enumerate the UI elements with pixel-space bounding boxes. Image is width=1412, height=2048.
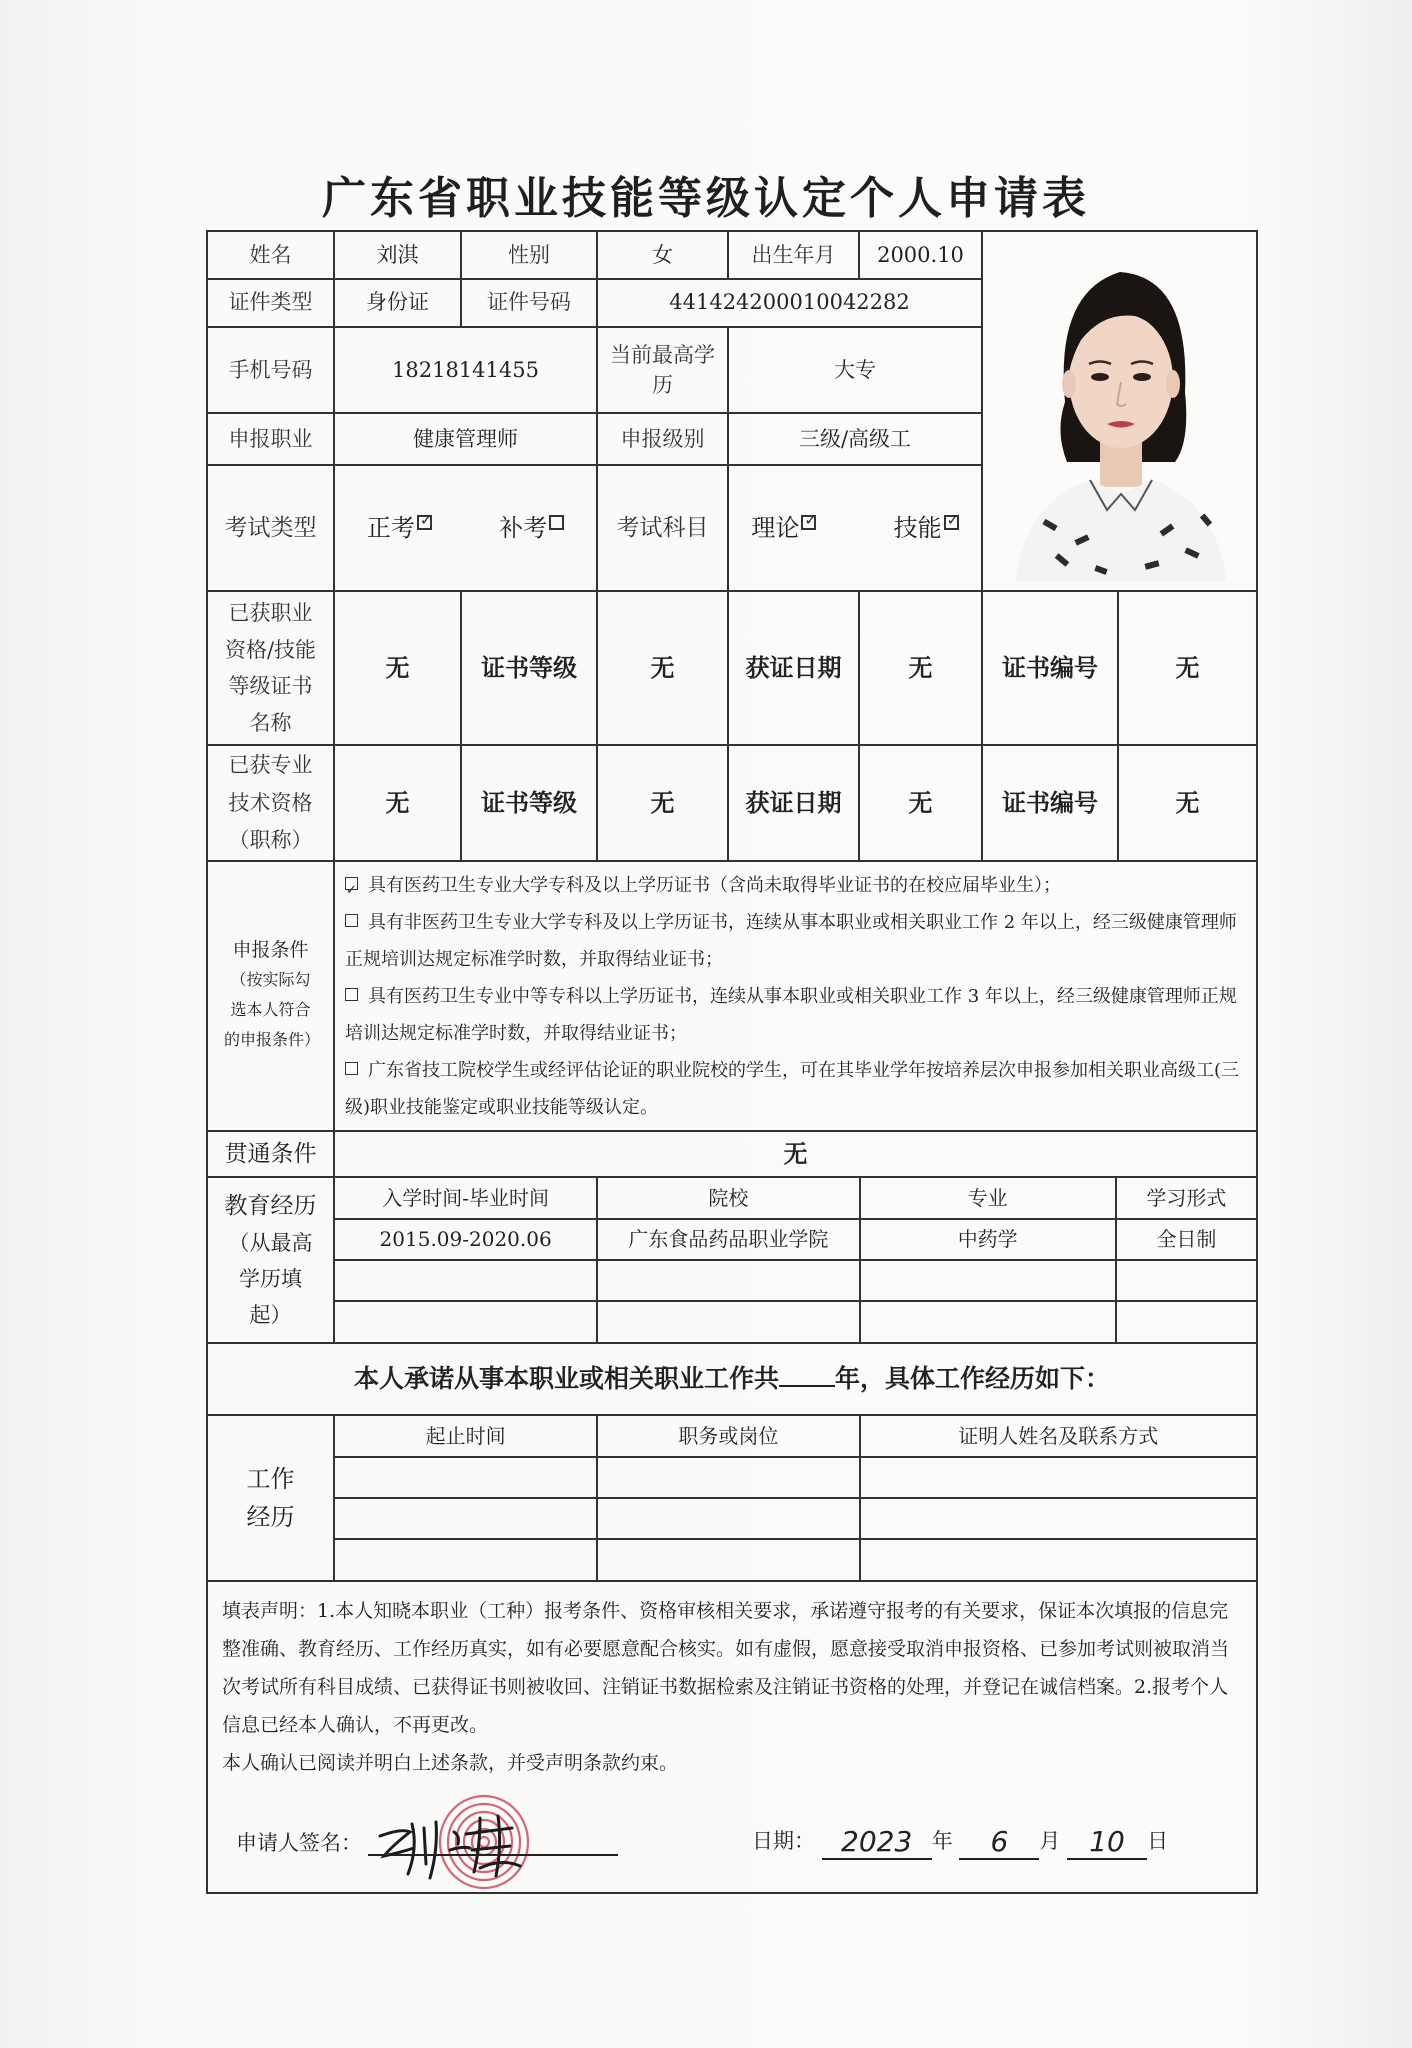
voc-cert-level-label: 证书等级 [461, 591, 597, 745]
condition-checkbox[interactable] [345, 877, 358, 890]
signature-row [222, 1782, 1244, 1892]
label-id-type: 证件类型 [207, 279, 334, 327]
edu-period[interactable] [335, 1301, 597, 1342]
education-header-row [335, 1178, 1256, 1219]
edu-school: 广东食品药品职业学院 [597, 1219, 859, 1260]
edu-school[interactable] [597, 1301, 859, 1342]
work-position[interactable] [597, 1539, 859, 1580]
voc-cert-no: 无 [1118, 591, 1257, 745]
subject-theory-label: 理论 [751, 514, 800, 543]
label-phone: 手机号码 [207, 327, 334, 414]
application-form [206, 230, 1258, 1894]
condition-text: 具有医药卫生专业中等专科以上学历证书，连续从事本职业或相关职业工作 3 年以上，经三级健康管理师正规培训达规定标准学时数，并取得结业证书； [345, 985, 1237, 1044]
table-row [335, 1539, 1256, 1580]
date-year[interactable]: 2023 [822, 1828, 932, 1860]
pro-cert-no: 无 [1118, 745, 1257, 861]
conditions-title: 申报条件 [232, 939, 309, 962]
table-row [335, 1301, 1256, 1342]
work-header-row [335, 1416, 1256, 1457]
value-occupation: 健康管理师 [334, 413, 597, 465]
table-row [335, 1498, 1256, 1539]
pro-cert-level: 无 [597, 745, 728, 861]
education-table-cell [334, 1177, 1257, 1343]
day-unit: 日 [1147, 1829, 1169, 1854]
label-level: 申报级别 [597, 413, 728, 465]
label-through: 贯通条件 [207, 1131, 334, 1177]
promise-text-after: 年，具体工作经历如下： [835, 1364, 1111, 1394]
exam-makeup-checkbox[interactable] [549, 515, 564, 530]
voc-cert-name: 无 [334, 591, 461, 745]
form-title: 广东省职业技能等级认定个人申请表 [322, 173, 1090, 224]
voc-cert-date-label: 获证日期 [728, 591, 859, 745]
work-table-cell [334, 1415, 1257, 1581]
edu-mode[interactable] [1116, 1260, 1256, 1301]
conditions-note: （按实际勾选本人符合的申报条件） [224, 969, 321, 1050]
label-voc-cert: 已获职业资格/技能等级证书名称 [207, 591, 334, 745]
value-phone: 18218141455 [334, 327, 597, 414]
declaration-text: 填表声明：1.本人知晓本职业（工种）报考条件、资格审核相关要求，承诺遵守报考的有关要求，保证本次填报的信息完整准确、教育经历、工作经历真实，如有必要愿意配合核实。如有虚假，愿意接受取消申报资格、已参加考试则被取消当次考试所有科目成绩、已获得证书则被收回、注销证书数据检索及注销证书资格的处理，并登记在诚信档案。2.报考个人信息已经本人确认，不再更改。 [222, 1600, 1230, 1737]
work-table [335, 1416, 1256, 1580]
value-education: 大专 [728, 327, 982, 414]
table-row [335, 1260, 1256, 1301]
condition-text: 具有医药卫生专业大学专科及以上学历证书（含尚未取得毕业证书的在校应届毕业生）； [368, 874, 1061, 896]
pro-cert-name: 无 [334, 745, 461, 861]
edu-major[interactable] [860, 1301, 1116, 1342]
label-id-no: 证件号码 [461, 279, 597, 327]
date-day[interactable]: 10 [1067, 1828, 1147, 1860]
signature-line[interactable] [368, 1854, 618, 1856]
value-name: 刘淇 [334, 231, 461, 279]
value-through: 无 [334, 1131, 1257, 1177]
pro-cert-date-label: 获证日期 [728, 745, 859, 861]
work-witness[interactable] [860, 1539, 1256, 1580]
edu-history-title: 教育经历 [224, 1193, 317, 1220]
label-education-history [207, 1177, 334, 1343]
condition-checkbox[interactable] [345, 914, 358, 927]
edu-header-period: 入学时间-毕业时间 [335, 1178, 597, 1219]
label-conditions [207, 861, 334, 1131]
condition-text: 广东省技工院校学生或经评估论证的职业院校的学生，可在其毕业学年按培养层次申报参加相关职业高级工(三级)职业技能鉴定或职业技能等级认定。 [345, 1059, 1240, 1118]
value-level: 三级/高级工 [728, 413, 982, 465]
condition-checkbox[interactable] [345, 1062, 358, 1075]
value-id-no: 441424200010042282 [597, 279, 982, 327]
edu-header-mode: 学习形式 [1116, 1178, 1256, 1219]
pro-cert-no-label: 证书编号 [982, 745, 1118, 861]
edu-history-note: （从最高学历填起） [228, 1231, 313, 1327]
value-id-type: 身份证 [334, 279, 461, 327]
portrait-photo [985, 232, 1255, 582]
signature-label: 申请人签名： [236, 1831, 362, 1856]
condition-item [345, 1052, 1246, 1126]
edu-major: 中药学 [860, 1219, 1116, 1260]
edu-mode[interactable] [1116, 1301, 1256, 1342]
edu-mode: 全日制 [1116, 1219, 1256, 1260]
date-month[interactable]: 6 [959, 1828, 1039, 1860]
pro-cert-level-label: 证书等级 [461, 745, 597, 861]
declaration-confirm: 本人确认已阅读并明白上述条款，并受声明条款约束。 [222, 1752, 679, 1775]
label-exam-subject: 考试科目 [597, 465, 728, 591]
subject-skill-label: 技能 [893, 514, 942, 543]
work-promise [207, 1343, 1257, 1415]
exam-makeup-label: 补考 [499, 514, 548, 543]
exam-regular-checkbox[interactable] [417, 515, 432, 530]
label-occupation: 申报职业 [207, 413, 334, 465]
exam-subject-options [728, 465, 982, 591]
education-table [335, 1178, 1256, 1342]
year-unit: 年 [931, 1829, 953, 1854]
label-gender: 性别 [461, 231, 597, 279]
work-header-witness: 证明人姓名及联系方式 [860, 1416, 1256, 1457]
work-position[interactable] [597, 1498, 859, 1539]
voc-cert-no-label: 证书编号 [982, 591, 1118, 745]
condition-checkbox[interactable] [345, 988, 358, 1001]
work-witness[interactable] [860, 1457, 1256, 1498]
month-unit: 月 [1039, 1829, 1061, 1854]
condition-item [345, 904, 1246, 978]
table-row [335, 1457, 1256, 1498]
edu-period[interactable] [335, 1260, 597, 1301]
promise-text-before: 本人承诺从事本职业或相关职业工作共 [353, 1364, 779, 1394]
work-period[interactable] [335, 1539, 597, 1580]
label-name: 姓名 [207, 231, 334, 279]
edu-header-major: 专业 [860, 1178, 1116, 1219]
label-work-history: 工作经历 [207, 1415, 334, 1581]
date-label: 日期： [752, 1829, 815, 1854]
conditions-list [334, 861, 1257, 1131]
value-birth: 2000.10 [859, 231, 982, 279]
voc-cert-date: 无 [859, 591, 982, 745]
subject-skill-checkbox[interactable] [944, 515, 959, 530]
subject-theory-checkbox[interactable] [801, 515, 816, 530]
pro-cert-date: 无 [859, 745, 982, 861]
declaration-cell [207, 1581, 1257, 1893]
condition-item [345, 867, 1246, 904]
exam-type-options [334, 465, 597, 591]
fingerprint-signature [362, 1788, 552, 1892]
edu-period: 2015.09-2020.06 [335, 1219, 597, 1260]
voc-cert-level: 无 [597, 591, 728, 745]
work-position[interactable] [597, 1457, 859, 1498]
edu-major[interactable] [860, 1260, 1116, 1301]
label-education: 当前最高学历 [597, 327, 728, 414]
label-pro-cert: 已获专业技术资格（职称） [207, 745, 334, 861]
condition-item [345, 978, 1246, 1052]
condition-text: 具有非医药卫生专业大学专科及以上学历证书，连续从事本职业或相关职业工作 2 年以上，经三级健康管理师正规培训达规定标准学时数，并取得结业证书； [345, 911, 1237, 970]
edu-school[interactable] [597, 1260, 859, 1301]
years-blank[interactable] [779, 1385, 835, 1387]
exam-regular-label: 正考 [366, 514, 415, 543]
work-witness[interactable] [860, 1498, 1256, 1539]
value-gender: 女 [597, 231, 728, 279]
label-birth: 出生年月 [728, 231, 859, 279]
applicant-photo [982, 231, 1257, 591]
work-header-period: 起止时间 [335, 1416, 597, 1457]
date-block [752, 1822, 1168, 1860]
work-period[interactable] [335, 1498, 597, 1539]
work-header-position: 职务或岗位 [597, 1416, 859, 1457]
table-row [335, 1219, 1256, 1260]
edu-header-school: 院校 [597, 1178, 859, 1219]
label-exam-type: 考试类型 [207, 465, 334, 591]
work-period[interactable] [335, 1457, 597, 1498]
